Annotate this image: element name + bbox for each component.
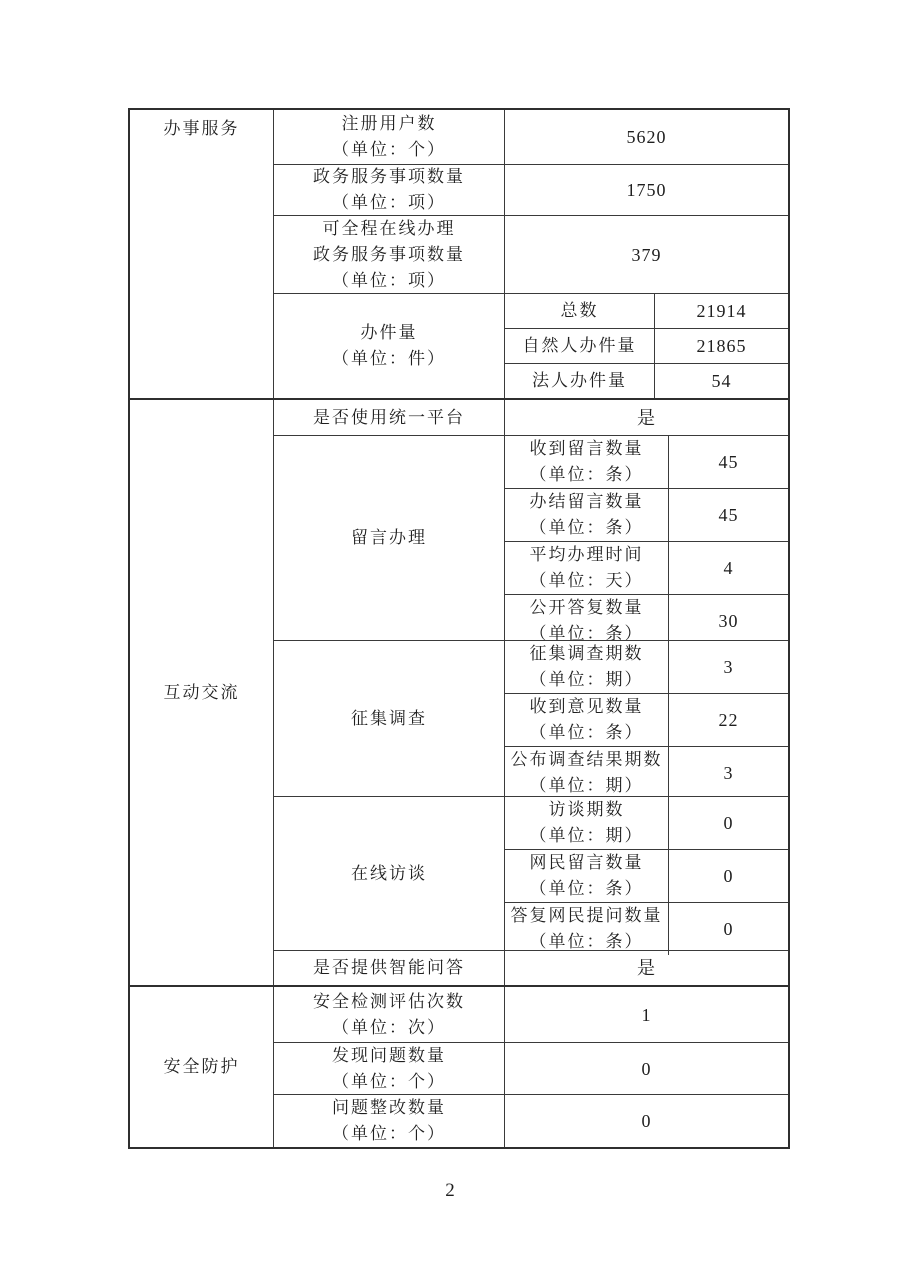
sub-row-label-line: 自然人办件量 [522, 336, 637, 355]
sub-row-label-line: 网民留言数量 [529, 853, 644, 872]
sub-row-value: 21865 [696, 335, 747, 356]
table-row [274, 640, 788, 796]
table-row [274, 435, 788, 643]
row-label [274, 641, 505, 796]
row-label-line: 是否提供智能问答 [313, 958, 465, 977]
sub-row-label-line: （单位：条） [529, 624, 644, 643]
row-label-line: 可全程在线办理 [322, 218, 456, 238]
sub-row [505, 488, 788, 541]
section-label [130, 110, 274, 398]
row-label [274, 1043, 505, 1094]
sub-row-label-line: （单位：条） [529, 518, 644, 537]
row-label [274, 110, 505, 164]
section-rows [274, 110, 788, 398]
table-row [274, 1042, 788, 1094]
sub-row-label [505, 364, 655, 398]
sub-row-label-line: 答复网民提问数量 [510, 906, 663, 925]
row-label [274, 400, 505, 435]
sub-row [505, 849, 788, 902]
row-label [274, 987, 505, 1042]
sub-rows [505, 294, 788, 398]
sub-row-label-line: （单位：条） [529, 932, 644, 951]
row-label [274, 436, 505, 640]
row-label-line: （单位：个） [332, 1124, 446, 1143]
row-label-line: 发现问题数量 [332, 1045, 446, 1065]
sub-row-label [505, 797, 669, 849]
sub-row-label [505, 542, 669, 594]
table-row [274, 400, 788, 435]
row-label-line: 问题整改数量 [332, 1098, 446, 1117]
row-value: 379 [631, 244, 662, 265]
sub-row [505, 541, 788, 594]
sub-row-value: 0 [723, 812, 734, 833]
sub-row-value: 3 [723, 762, 734, 783]
table-row [274, 215, 788, 293]
row-label-line: 政务服务事项数量 [313, 244, 465, 264]
row-label-line: （单位：个） [332, 140, 446, 159]
row-label-line: （单位：件） [332, 349, 446, 368]
sub-row [505, 902, 788, 955]
sub-row-label-line: （单位：期） [529, 826, 644, 845]
sub-row-label-line: 收到留言数量 [529, 439, 644, 458]
row-value: 1750 [626, 180, 667, 200]
sub-row-value: 4 [723, 557, 734, 578]
row-value: 0 [641, 1111, 652, 1131]
sub-row-label-line: 收到意见数量 [529, 697, 644, 716]
row-label [274, 797, 505, 950]
row-label-line: 留言办理 [351, 528, 427, 547]
sub-row-label [505, 329, 655, 363]
sub-row [505, 363, 788, 398]
sub-row-label [505, 489, 669, 541]
row-label [274, 165, 505, 215]
row-label-line: （单位：个） [332, 1071, 446, 1091]
sub-rows [505, 641, 788, 796]
sub-row-value: 21914 [696, 300, 747, 321]
row-label-line: 安全检测评估次数 [313, 991, 465, 1011]
table-section [130, 398, 788, 985]
sub-row-label-line: （单位：条） [529, 723, 644, 742]
row-label-line: 政务服务事项数量 [313, 167, 465, 186]
sub-row-label [505, 694, 669, 746]
section-rows [274, 400, 788, 985]
table-row [274, 796, 788, 950]
sub-row-label [505, 294, 655, 328]
sub-row-label-line: （单位：条） [529, 879, 644, 898]
table-row [274, 1094, 788, 1147]
table-row [274, 950, 788, 985]
sub-row-label-line: （单位：天） [529, 571, 644, 590]
section-label-text: 安全防护 [163, 1057, 240, 1076]
section-label-text: 办事服务 [163, 119, 240, 138]
section-label [130, 400, 274, 985]
sub-row-label [505, 903, 669, 955]
row-label-line: （单位：次） [332, 1017, 446, 1037]
sub-row-value: 0 [723, 865, 734, 886]
row-label-line: 征集调查 [351, 708, 427, 728]
table-section [130, 110, 788, 398]
row-value: 0 [641, 1058, 652, 1079]
row-label [274, 1095, 505, 1147]
sub-row-label [505, 850, 669, 902]
sub-row-label-line: （单位：期） [529, 776, 644, 795]
sub-row [505, 436, 788, 488]
table-row [274, 987, 788, 1042]
report-table [128, 108, 790, 1149]
sub-row [505, 328, 788, 363]
row-label-line: （单位：项） [332, 270, 446, 290]
sub-row-label-line: 公开答复数量 [529, 598, 644, 617]
sub-row-value: 22 [718, 709, 739, 730]
section-rows [274, 987, 788, 1147]
sub-row-value: 45 [718, 451, 739, 472]
sub-row-label-line: 平均办理时间 [529, 545, 644, 564]
sub-rows [505, 436, 788, 643]
sub-row-label [505, 641, 669, 693]
sub-row-label [505, 747, 669, 799]
sub-row [505, 797, 788, 849]
table-row [274, 110, 788, 164]
sub-row-label-line: 征集调查期数 [529, 644, 644, 663]
row-value: 5620 [626, 127, 667, 147]
sub-row-value: 45 [718, 504, 739, 525]
sub-row-label-line: （单位：期） [529, 670, 644, 689]
table-row [274, 293, 788, 398]
sub-rows [505, 797, 788, 950]
sub-row [505, 693, 788, 746]
sub-row-label-line: 公布调查结果期数 [510, 750, 663, 769]
row-label [274, 294, 505, 398]
sub-row-label-line: 访谈期数 [548, 800, 625, 819]
sub-row-label [505, 436, 669, 488]
sub-row [505, 294, 788, 328]
row-label-line: 是否使用统一平台 [313, 407, 465, 427]
page-number: 2 [445, 1180, 455, 1201]
sub-row-label-line: 法人办件量 [532, 371, 627, 390]
row-label [274, 216, 505, 293]
sub-row [505, 746, 788, 799]
section-label [130, 987, 274, 1147]
sub-row-label-line: （单位：条） [529, 465, 644, 484]
table-section [130, 985, 788, 1147]
sub-row-label-line: 办结留言数量 [529, 492, 644, 511]
row-label-line: （单位：项） [332, 193, 446, 212]
row-value: 是 [637, 407, 656, 428]
row-label-line: 办件量 [360, 323, 418, 342]
table-row [274, 164, 788, 215]
row-value: 1 [641, 1004, 652, 1025]
sub-row-value: 30 [718, 610, 739, 631]
section-label-text: 互动交流 [163, 682, 240, 702]
sub-row [505, 641, 788, 693]
sub-row-value: 0 [723, 918, 734, 939]
row-label [274, 951, 505, 985]
row-label-line: 注册用户数 [341, 114, 437, 133]
row-label-line: 在线访谈 [351, 863, 427, 883]
sub-row-value: 54 [711, 370, 732, 391]
sub-row-value: 3 [723, 656, 734, 677]
sub-row-label-line: 总数 [560, 301, 599, 320]
row-value: 是 [637, 958, 656, 978]
